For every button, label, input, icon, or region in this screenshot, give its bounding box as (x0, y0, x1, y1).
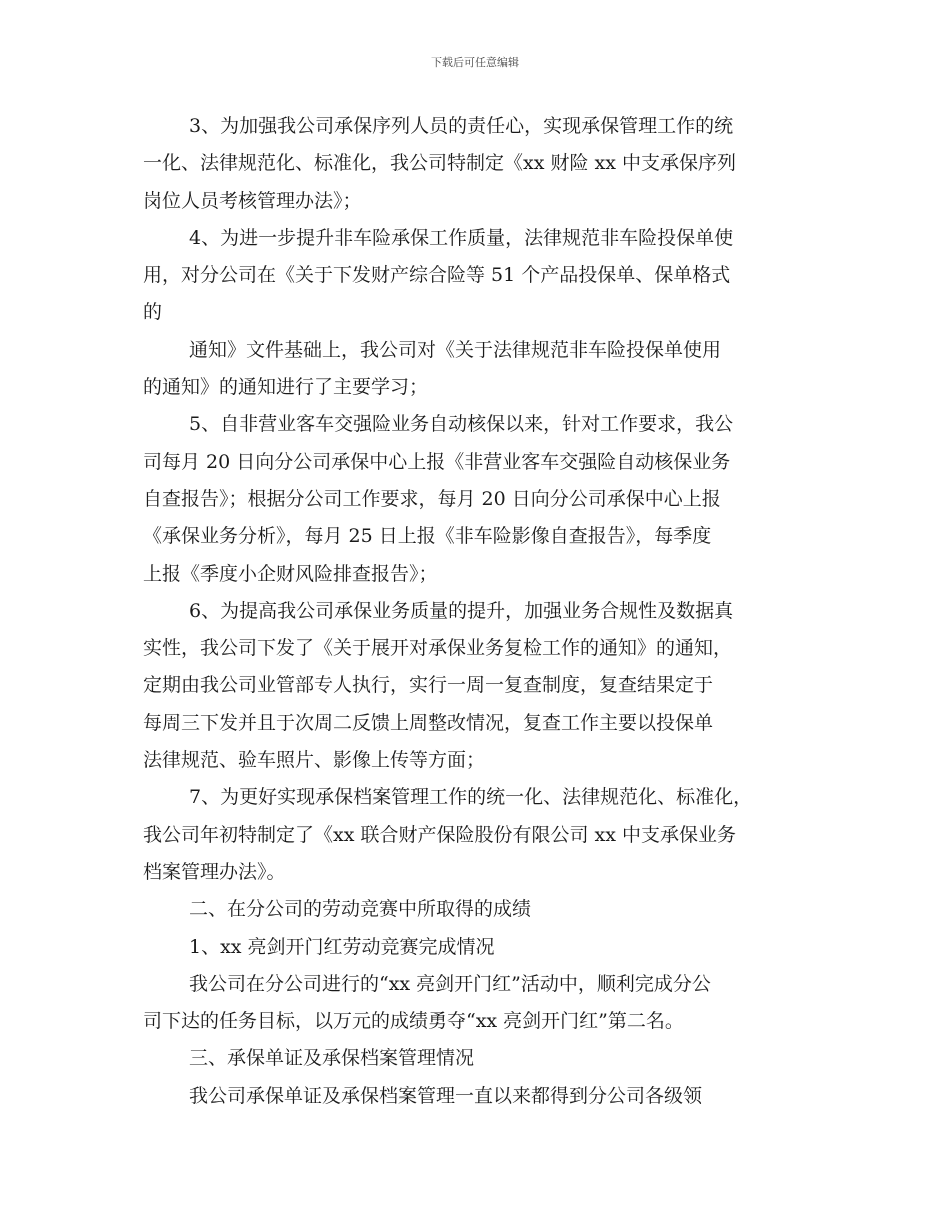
text-line: 7、为更好实现承保档案管理工作的统一化、法律规范化、标准化， (189, 786, 753, 809)
text-line: 法律规范、验车照片、影像上传等方面； (143, 749, 486, 772)
text-line: 档案管理办法》。 (143, 860, 286, 883)
text-line: 我公司在分公司进行的“xx 亮剑开门红”活动中，顺利完成分公 (189, 972, 711, 995)
text-line: 上报《季度小企财风险排查报告》； (143, 562, 438, 585)
text-line: 的通知》的通知进行了主要学习； (143, 376, 429, 399)
text-line: 我公司年初特制定了《xx 联合财产保险股份有限公司 xx 中支承保业务 (143, 823, 736, 846)
text-line: 实性，我公司下发了《关于展开对承保业务复检工作的通知》的通知， (143, 637, 733, 660)
text-line: 每周三下发并且于次周二反馈上周整改情况，复查工作主要以投保单 (143, 711, 714, 734)
section-heading: 二、在分公司的劳动竞赛中所取得的成绩 (189, 898, 532, 921)
text-line: 定期由我公司业管部专人执行，实行一周一复查制度，复查结果定于 (143, 674, 714, 697)
text-line: 我公司承保单证及承保档案管理一直以来都得到分公司各级领 (189, 1084, 703, 1107)
text-line: 5、自非营业客车交强险业务自动核保以来，针对工作要求，我公 (189, 413, 734, 436)
text-line: 3、为加强我公司承保序列人员的责任心，实现承保管理工作的统 (189, 115, 734, 137)
text-line: 通知》文件基础上，我公司对《关于法律规范非车险投保单使用 (189, 338, 722, 361)
section-heading: 三、承保单证及承保档案管理情况 (189, 1047, 475, 1070)
document-body (143, 108, 813, 1115)
subsection-heading: 1、xx 亮剑开门红劳动竞赛完成情况 (189, 935, 495, 958)
text-line: 6、为提高我公司承保业务质量的提升，加强业务合规性及数据真 (189, 599, 734, 622)
text-line: 4、为进一步提升非车险承保工作质量，法律规范非车险投保单使 (189, 226, 734, 249)
text-line: 一化、法律规范化、标准化，我公司特制定《xx 财险 xx 中支承保序列 (143, 152, 736, 175)
text-line: 《承保业务分析》，每月 25 日上报《非车险影像自查报告》，每季度 (143, 525, 712, 548)
text-line: 自查报告》；根据分公司工作要求，每月 20 日向分公司承保中心上报 (143, 487, 721, 510)
text-line: 司下达的任务目标，以万元的成绩勇夺“xx 亮剑开门红”第二名。 (143, 1010, 684, 1033)
text-line: 岗位人员考核管理办法》； (143, 189, 362, 212)
text-line: 用，对分公司在《关于下发财产综合险等 51 个产品投保单、保单格式 (143, 264, 731, 287)
text-line: 司每月 20 日向分公司承保中心上报《非营业客车交强险自动核保业务 (143, 450, 731, 473)
page-header: 下载后可任意编辑 (431, 56, 519, 69)
text-line: 的 (143, 301, 163, 324)
